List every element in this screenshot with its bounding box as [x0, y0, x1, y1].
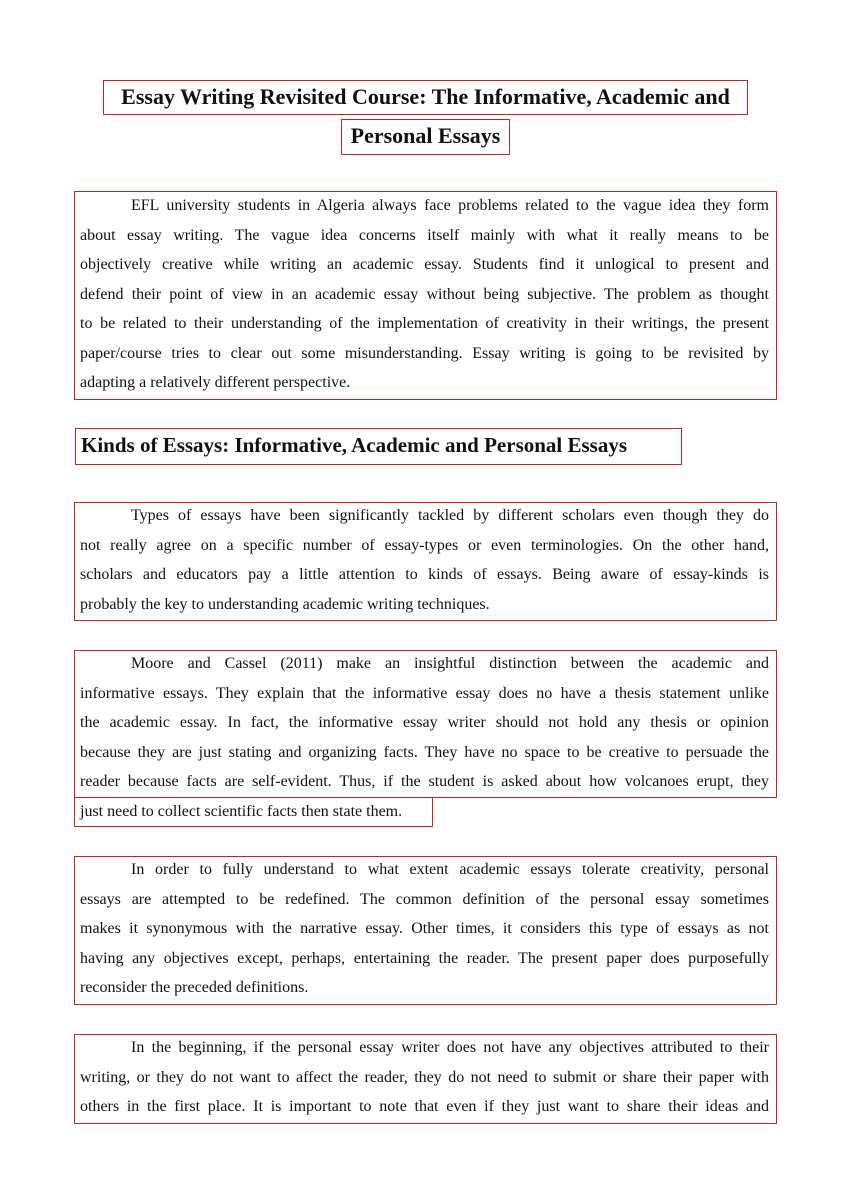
paragraph-line: essays are attempted to be redefined. The common definition of the personal essay sometimes: [80, 890, 769, 908]
paragraph-line: writing, or they do not want to affect the reader, they do not need to submit or share their paper with: [80, 1068, 769, 1086]
abstract-line: objectively creative while writing an academic essay. Students find it unlogical to present and: [80, 256, 769, 273]
paragraph-line: the academic essay. In fact, the informative essay writer should not hold any thesis or opinion: [80, 714, 769, 731]
paragraph-line: In order to fully understand to what extent academic essays tolerate creativity, personal: [131, 861, 769, 878]
paragraph-2: [80, 649, 769, 826]
section-heading: Kinds of Essays: Informative, Academic and Personal Essays: [81, 433, 628, 457]
paragraph-1: [80, 501, 769, 619]
paragraph-4: [80, 1033, 769, 1122]
abstract-line: to be related to their understanding of the implementation of creativity in their writings, the present: [80, 315, 769, 332]
paragraph-line: others in the first place. It is important to note that even if they just want to share their ideas and: [80, 1098, 769, 1115]
paragraph-line: reconsider the preceded definitions.: [80, 979, 309, 996]
page-title-line2: Personal Essays: [350, 123, 501, 148]
paragraph-line: not really agree on a specific number of essay-types or even terminologies. On the other hand,: [80, 536, 769, 554]
abstract-line: about essay writing. The vague idea concerns itself mainly with what it really means to be: [80, 226, 769, 244]
paragraph-line: reader because facts are self-evident. Thus, if the student is asked about how volcanoes erupt, they: [80, 773, 769, 790]
abstract-line: defend their point of view in an academic essay without being subjective. The problem as thought: [80, 285, 769, 303]
paragraph-line: because they are just stating and organizing facts. They have no space to be creative to persuade the: [80, 743, 769, 761]
abstract-line: EFL university students in Algeria always face problems related to the vague idea they form: [131, 197, 769, 214]
abstract-paragraph: [80, 191, 769, 398]
abstract-line: paper/course tries to clear out some misunderstanding. Essay writing is going to be revisited by: [80, 344, 769, 362]
paragraph-line: having any objectives except, perhaps, entertaining the reader. The present paper does purposefully: [80, 949, 769, 967]
paragraph-line: probably the key to understanding academic writing techniques.: [80, 595, 490, 613]
paragraph-line: In the beginning, if the personal essay writer does not have any objectives attributed to their: [131, 1039, 769, 1056]
paragraph-line: Moore and Cassel (2011) make an insightful distinction between the academic and: [131, 655, 769, 672]
paragraph-line: Types of essays have been significantly tackled by different scholars even though they do: [131, 507, 769, 524]
paragraph-line: just need to collect scientific facts then state them.: [80, 802, 403, 820]
paragraph-line: scholars and educators pay a little attention to kinds of essays. Being aware of essay-kinds is: [80, 566, 769, 583]
abstract-line: adapting a relatively different perspective.: [80, 374, 351, 391]
page-title-line1: Essay Writing Revisited Course: The Informative, Academic and: [121, 84, 730, 109]
paragraph-3: [80, 855, 769, 1003]
paragraph-line: makes it synonymous with the narrative essay. Other times, it considers this type of essays as not: [80, 920, 769, 937]
paragraph-line: informative essays. They explain that the informative essay does no have a thesis statement unlike: [80, 684, 769, 702]
